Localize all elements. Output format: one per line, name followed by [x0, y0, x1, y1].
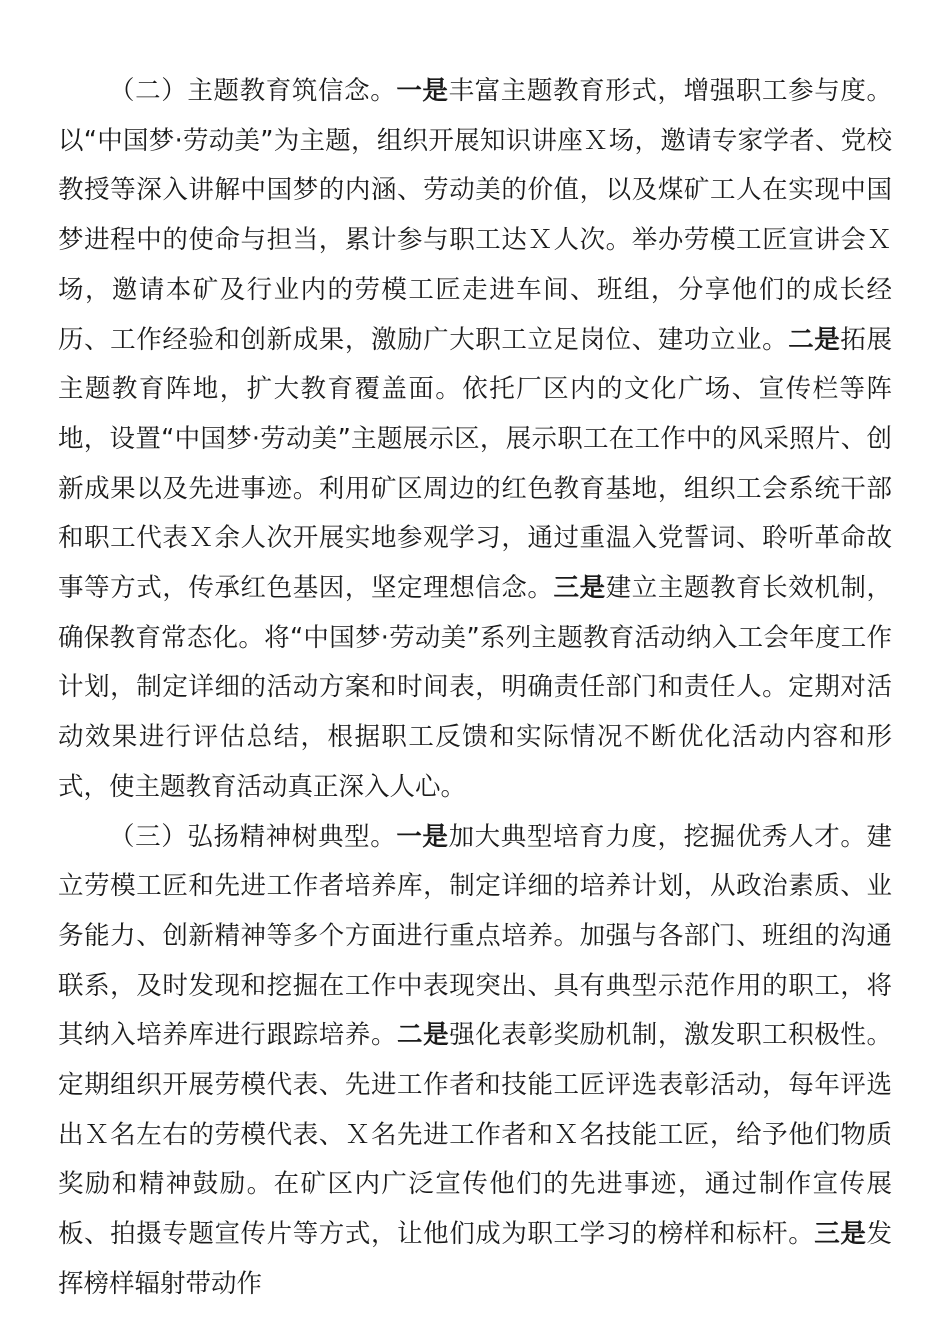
document-page [58, 67, 892, 1310]
section-2-point-1-label: 一是 [396, 76, 449, 106]
section-3-point-1-label: 一是 [396, 821, 449, 852]
section-3-point-3-label: 三是 [814, 1219, 867, 1250]
section-3-heading: （三）弘扬精神树典型。 [109, 821, 397, 852]
section-2-point-1-text: 丰富主题教育形式，增强职工参与度。以“中国梦·劳动美”为主题，组织开展知识讲座Ｘ场，邀请专家学者、党校教授等深入讲解中国梦的内涵、劳动美的价值，以及煤矿工人在实现中国梦进程中的使命与担当，累计参与职工达Ｘ人次。举办劳模工匠宣讲会Ｘ场，邀请本矿及行业内的劳模工匠走进车间、班组，分享他们的成长经历、工作经验和创新成果，激励广大职工立足岗位、建功立业。 [58, 76, 892, 355]
section-3-point-1-text: 加大典型培育力度，挖掘优秀人才。建立劳模工匠和先进工作者培养库，制定详细的培养计划，从政治素质、业务能力、创新精神等多个方面进行重点培养。加强与各部门、班组的沟通联系，及时发现和挖掘在工作中表现突出、具有典型示范作用的职工，将其纳入培养库进行跟踪培养。 [58, 821, 892, 1051]
section-2-point-2-label: 二是 [788, 324, 841, 355]
paragraph-section-3 [58, 813, 892, 1310]
section-2-point-2-text: 拓展主题教育阵地，扩大教育覆盖面。依托厂区内的文化广场、宣传栏等阵地，设置“中国梦·劳动美”主题展示区，展示职工在工作中的风采照片、创新成果以及先进事迹。利用矿区周边的红色教育基地，组织工会系统干部和职工代表Ｘ余人次开展实地参观学习，通过重温入党誓词、聆听革命故事等方式，传承红色基因，坚定理想信念。 [58, 324, 892, 604]
section-3-point-3-text: 发挥榜样辐射带动作 [58, 1219, 892, 1299]
section-2-point-3-text: 建立主题教育长效机制，确保教育常态化。将“中国梦·劳动美”系列主题教育活动纳入工会年度工作计划，制定详细的活动方案和时间表，明确责任部门和责任人。定期对活动效果进行评估总结，根据职工反馈和实际情况不断优化活动内容和形式，使主题教育活动真正深入人心。 [58, 573, 892, 802]
section-2-point-3-label: 三是 [553, 573, 606, 604]
section-2-heading: （二）主题教育筑信念。 [109, 76, 397, 106]
section-3-point-2-text: 强化表彰奖励机制，激发职工积极性。定期组织开展劳模代表、先进工作者和技能工匠评选表彰活动，每年评选出Ｘ名左右的劳模代表、Ｘ名先进工作者和Ｘ名技能工匠，给予他们物质奖励和精神鼓励。在矿区内广泛宣传他们的先进事迹，通过制作宣传展板、拍摄专题宣传片等方式，让他们成为职工学习的榜样和标杆。 [58, 1020, 892, 1250]
section-3-point-2-label: 二是 [397, 1020, 450, 1051]
paragraph-section-2 [58, 67, 892, 813]
